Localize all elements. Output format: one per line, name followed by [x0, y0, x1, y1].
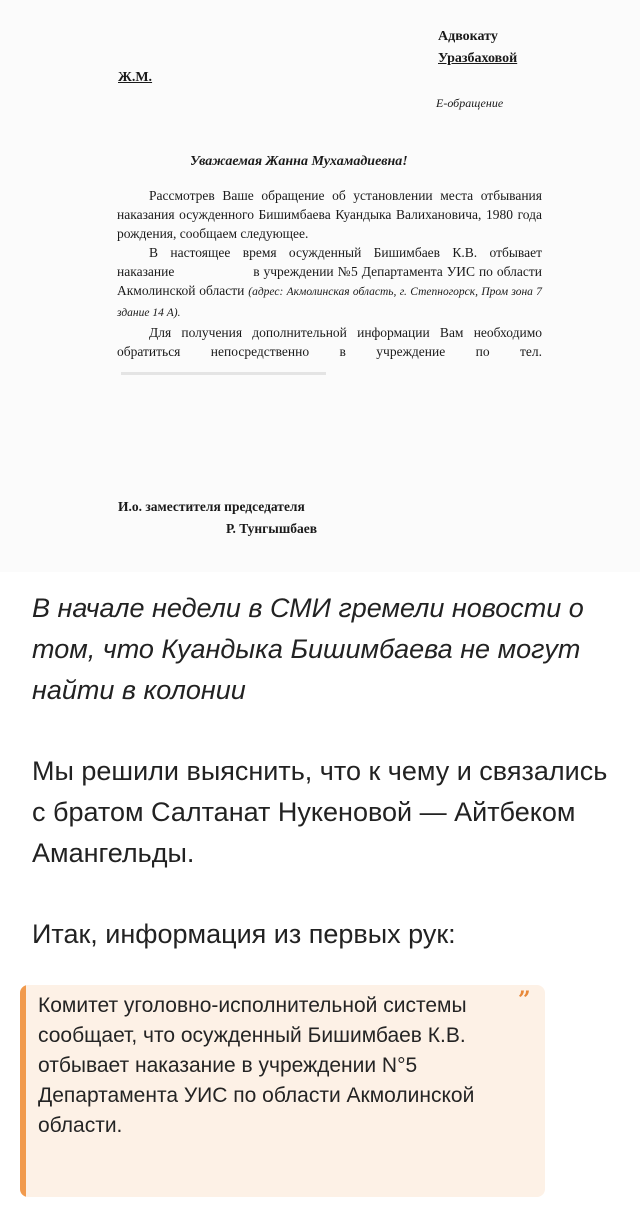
letter-paragraph-3-text: Для получения дополнительной информации Вам необходимо обратиться непосредственно в учреждение по тел. [117, 325, 542, 359]
signature-name: Р. Тунгышбаев [226, 521, 318, 536]
blockquote-accent-bar [20, 985, 26, 1197]
post-paragraph-3: Итак, информация из первых рук: [32, 919, 456, 949]
letter-paragraph-2-mid: в учреждении №5 Департамента УИС по области Акмолинской области [117, 264, 542, 298]
letter-paragraph-2-gap [174, 264, 253, 279]
quote-mark-icon: ” [518, 987, 531, 1013]
letter-paragraph-3 [117, 323, 542, 380]
letter-paragraph-2 [117, 243, 542, 323]
letter-address: (адрес: Акмолинская область, г. Степногорск, Пром зона 7 здание 14 А). [117, 286, 543, 319]
redacted-phone [121, 362, 326, 375]
addressee-initials: Ж.М. [118, 70, 153, 85]
letter-signature [118, 496, 317, 540]
blockquote-text: Комитет уголовно-исполнительной системы сообщает, что осужденный Бишимбаев К.В. отбывает наказание в учреждении N°5 Департамента УИС по области Акмолинской области. [38, 994, 475, 1137]
blockquote [20, 985, 545, 1197]
post-lead: В начале недели в СМИ гремели новости о том, что Куандыка Бишимбаева не могут найти в колонии [32, 593, 584, 705]
post-content [32, 588, 622, 955]
addressee-line1: Адвокату [438, 29, 498, 44]
post-paragraph-2: Мы решили выяснить, что к чему и связались с братом Салтанат Нукеновой — Айтбеком Амангельды. [32, 756, 608, 868]
letter-addressee [438, 26, 517, 70]
letter-body [117, 186, 542, 380]
letter-salutation: Уважаемая Жанна Мухамадиевна! [190, 154, 408, 169]
addressee-line2: Уразбаховой [438, 51, 518, 66]
letter-paragraph-2-start: В настоящее время осужденный Бишимбаев К.В. отбывает наказание [117, 245, 542, 279]
signature-title: И.о. заместителя председателя [118, 499, 305, 514]
letter-scan [0, 0, 640, 572]
letter-paragraph-1: Рассмотрев Ваше обращение об установлении места отбывания наказания осужденного Бишимбаева Куандыка Валихановича, 1980 года рождения, сообщаем следующее. [117, 188, 542, 241]
e-appeal-label: Е-обращение [436, 96, 504, 110]
